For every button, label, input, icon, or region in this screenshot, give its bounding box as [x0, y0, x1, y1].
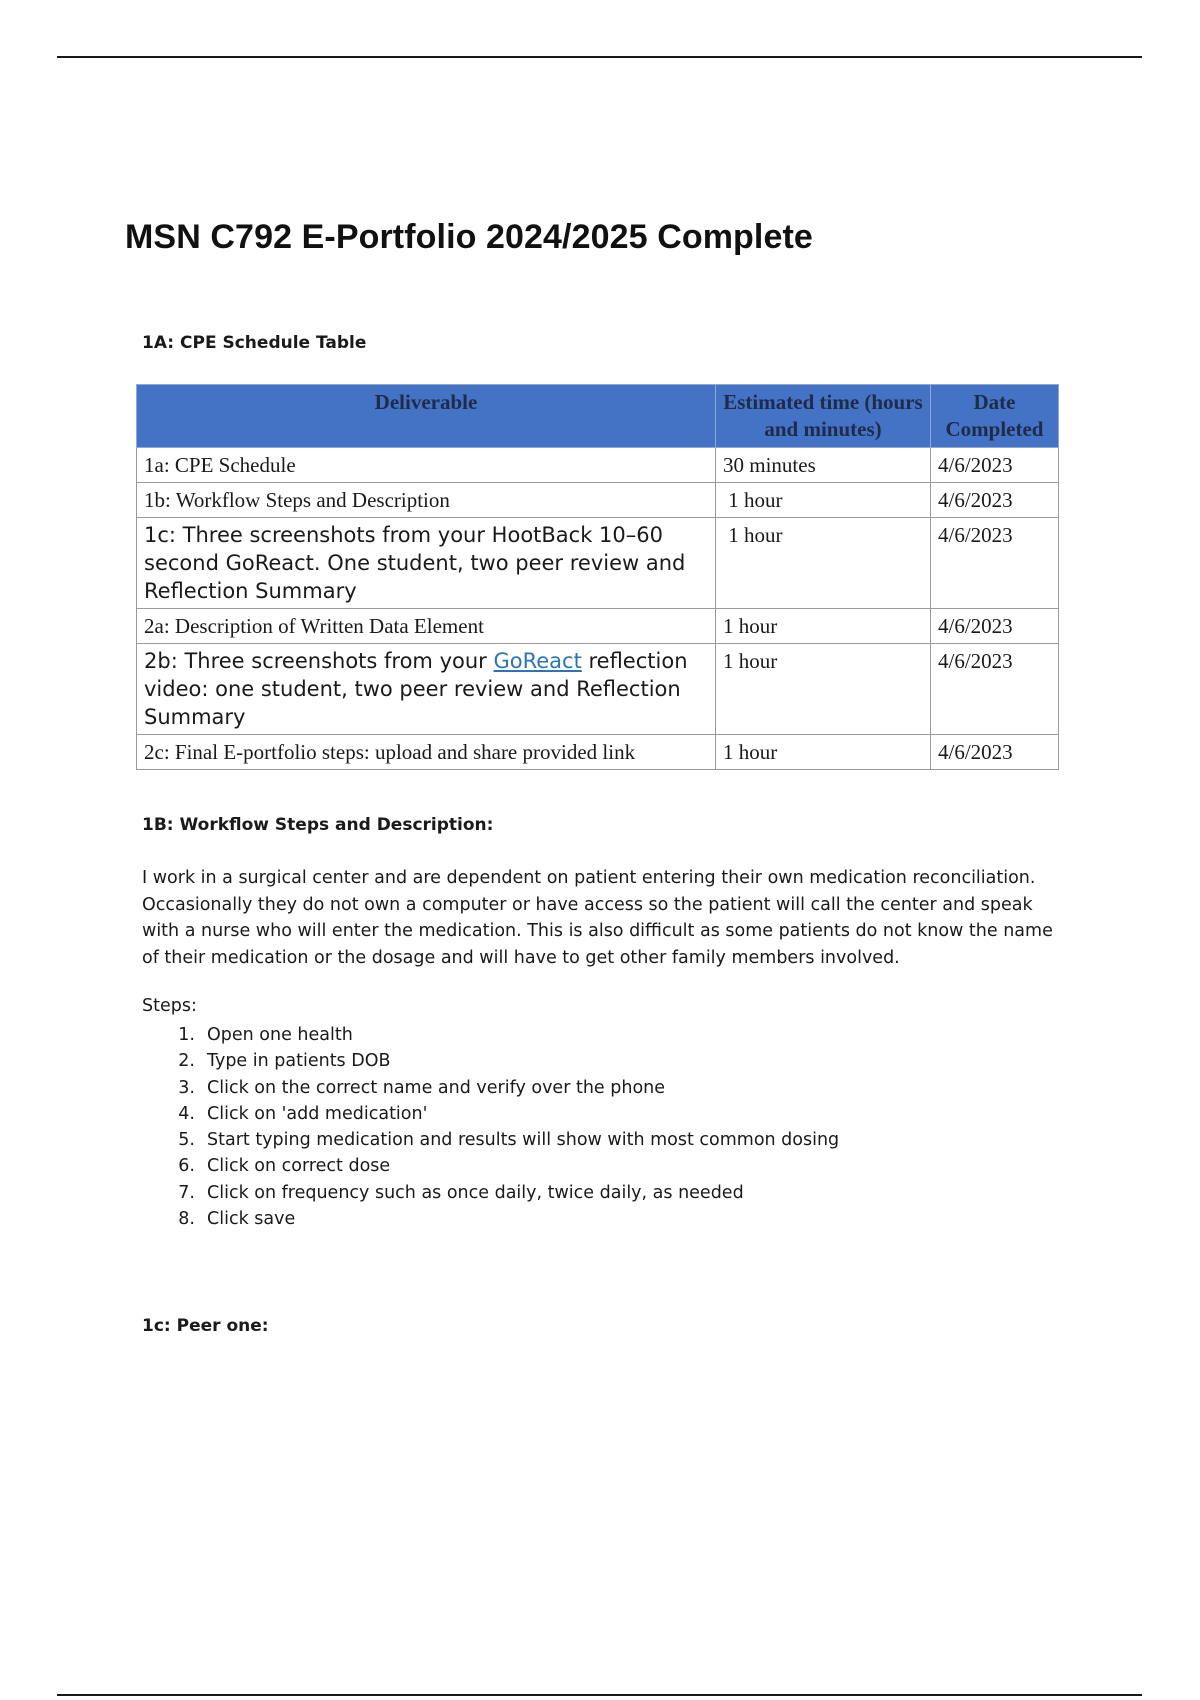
cell-deliverable-suffix: reflection video: one student, two peer review and Reflection Summary: [144, 649, 688, 729]
step-number: 6.: [178, 1156, 195, 1177]
table-row: [137, 518, 1059, 609]
cell-date: 4/6/2023: [931, 644, 1059, 735]
cell-time: 1 hour: [716, 518, 931, 609]
cell-date: 4/6/2023: [931, 609, 1059, 644]
table-row: [137, 609, 1059, 644]
cell-time: 30 minutes: [716, 448, 931, 483]
cell-deliverable-prefix: 2b: Three screenshots from your: [144, 649, 494, 673]
cell-time: 1 hour: [716, 735, 931, 770]
header-deliverable: Deliverable: [137, 385, 716, 448]
list-item: [142, 1075, 839, 1101]
step-text: Open one health: [207, 1025, 353, 1045]
list-item: [142, 1022, 839, 1048]
cell-deliverable: 2a: Description of Written Data Element: [137, 609, 716, 644]
document-title: MSN C792 E-Portfolio 2024/2025 Complete: [125, 218, 813, 256]
top-rule: [57, 56, 1142, 58]
step-number: 1.: [178, 1025, 195, 1045]
cell-deliverable: 1b: Workflow Steps and Description: [137, 483, 716, 518]
step-text: Click on frequency such as once daily, twice daily, as needed: [207, 1182, 744, 1203]
list-item: [142, 1180, 839, 1206]
step-text: Click on the correct name and verify over the phone: [207, 1077, 666, 1098]
step-text: Click on 'add medication': [207, 1103, 428, 1124]
table-row: [137, 735, 1059, 770]
step-text: Click save: [207, 1209, 296, 1230]
cell-date: 4/6/2023: [931, 448, 1059, 483]
section-1c-heading: 1c: Peer one:: [142, 1316, 269, 1336]
step-number: 8.: [178, 1209, 195, 1230]
cell-time: 1 hour: [716, 644, 931, 735]
workflow-description: I work in a surgical center and are dependent on patient entering their own medication reconciliation. Occasionally they do not own a computer or have access so the patient will call the center and speak with a nurse who will enter the medication. This is also difficult as some patients do not know the name of their medication or the dosage and will have to get other family members involved.: [142, 868, 1053, 968]
table-row: [137, 483, 1059, 518]
bottom-rule: [57, 1694, 1142, 1696]
table-row: [137, 448, 1059, 483]
cell-time: 1 hour: [716, 609, 931, 644]
step-number: 2.: [178, 1051, 195, 1072]
table-header-row: [137, 385, 1059, 448]
step-number: 4.: [178, 1103, 195, 1124]
cell-deliverable: 1c: Three screenshots from your HootBack 10–60 second GoReact. One student, two peer review and Reflection Summary: [137, 518, 716, 609]
header-estimated-time: Estimated time (hours and minutes): [716, 385, 931, 448]
list-item: [142, 1101, 839, 1127]
cell-deliverable: 1a: CPE Schedule: [137, 448, 716, 483]
step-text: Start typing medication and results will show with most common dosing: [207, 1130, 840, 1151]
step-number: 5.: [178, 1130, 195, 1151]
goreact-link[interactable]: GoReact: [493, 649, 582, 673]
section-1b-heading: 1B: Workflow Steps and Description:: [142, 815, 494, 835]
step-number: 3.: [178, 1077, 195, 1098]
cell-date: 4/6/2023: [931, 735, 1059, 770]
steps-list: [142, 1022, 839, 1232]
step-text: Type in patients DOB: [207, 1051, 391, 1072]
cpe-schedule-table: [136, 384, 1059, 770]
step-text: Click on correct dose: [207, 1156, 391, 1177]
list-item: [142, 1153, 839, 1179]
header-date-completed: Date Completed: [931, 385, 1059, 448]
step-number: 7.: [178, 1182, 195, 1203]
list-item: [142, 1206, 839, 1232]
steps-label: Steps:: [142, 996, 197, 1016]
cell-date: 4/6/2023: [931, 483, 1059, 518]
list-item: [142, 1127, 839, 1153]
cell-deliverable: 2c: Final E-portfolio steps: upload and share provided link: [137, 735, 716, 770]
table-row: [137, 644, 1059, 735]
list-item: [142, 1048, 839, 1074]
cell-time: 1 hour: [716, 483, 931, 518]
cell-date: 4/6/2023: [931, 518, 1059, 609]
cell-deliverable: [137, 644, 716, 735]
section-1a-heading: 1A: CPE Schedule Table: [142, 333, 367, 353]
